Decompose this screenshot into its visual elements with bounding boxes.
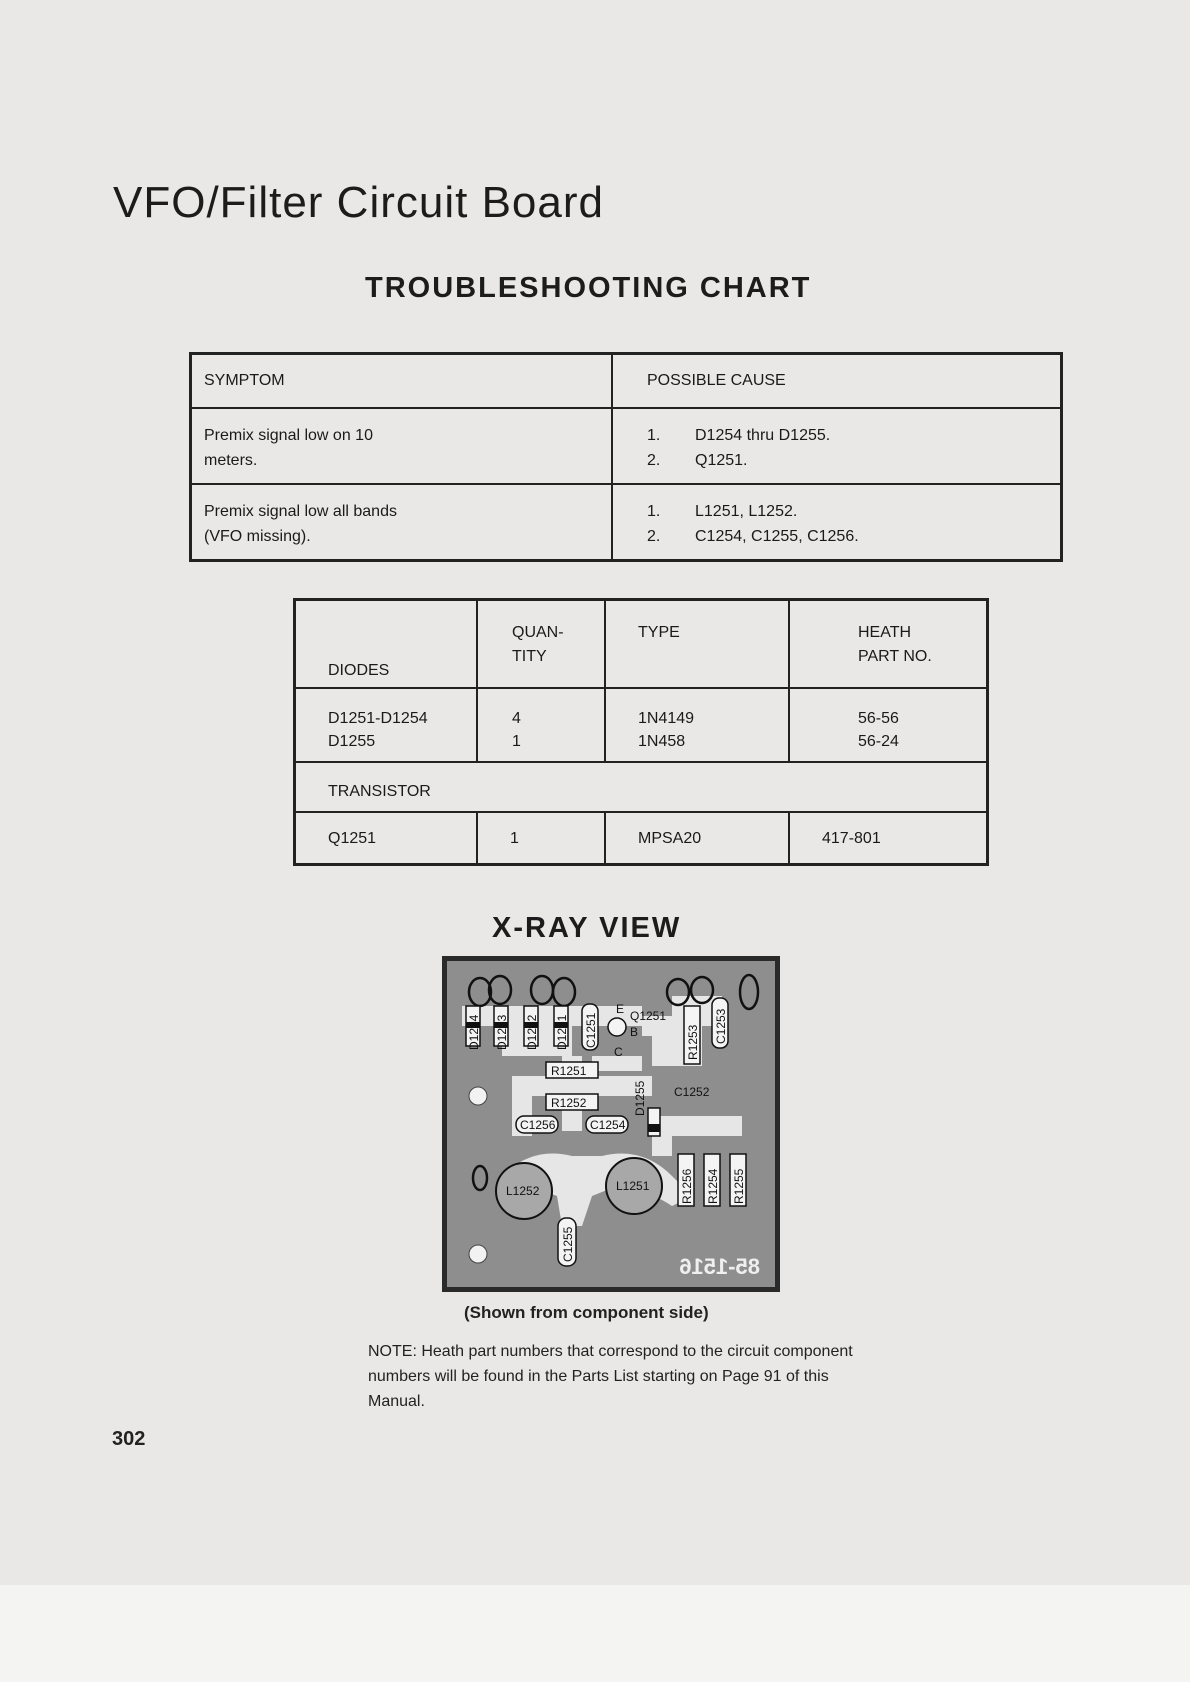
- board-label-d1255: D1255: [633, 1080, 647, 1116]
- cause-list: [625, 423, 1050, 473]
- component-id: D1255: [328, 733, 376, 750]
- header-line: PART NO.: [858, 648, 932, 665]
- xray-view-title: X-RAY VIEW: [492, 912, 682, 944]
- component-id: D1251-D1254: [328, 710, 428, 727]
- symptom-text: Premix signal low on 10: [204, 427, 373, 444]
- transistor-q1251: [608, 1018, 626, 1036]
- part-number-value: 56-24: [858, 733, 899, 750]
- board-number: 85-1516: [679, 1254, 760, 1279]
- quantity-cell: [477, 688, 605, 762]
- troubleshooting-table: [189, 352, 1063, 562]
- table-header-row: [191, 354, 1062, 409]
- type-cell: MPSA20: [605, 812, 789, 865]
- board-label-r1253: R1253: [686, 1024, 700, 1060]
- chart-title: TROUBLESHOOTING CHART: [365, 272, 812, 304]
- board-label-r1255: R1255: [732, 1168, 746, 1204]
- component-cell: [295, 688, 478, 762]
- board-label-l1252: L1252: [506, 1184, 540, 1198]
- board-label-c1255: C1255: [561, 1226, 575, 1262]
- possible-cause-header: POSSIBLE CAUSE: [612, 354, 1062, 409]
- board-label-e: E: [616, 1002, 625, 1016]
- board-label-c: C: [614, 1045, 623, 1059]
- symptom-cell: [191, 408, 613, 484]
- cause-text: D1254 thru D1255.: [695, 427, 831, 444]
- symptom-header: SYMPTOM: [191, 354, 613, 409]
- board-label-c1251: C1251: [584, 1012, 598, 1048]
- header-line: TITY: [512, 648, 547, 665]
- board-label-c1252: C1252: [674, 1085, 710, 1099]
- quantity-value: 4: [512, 710, 521, 727]
- cause-cell: [612, 484, 1062, 561]
- diode-d1255-band: [648, 1124, 660, 1132]
- board-label-r1251: R1251: [551, 1064, 587, 1078]
- symptom-text: Premix signal low all bands: [204, 503, 397, 520]
- circuit-board-xray: [442, 956, 780, 1292]
- board-label-d1253: D1253: [495, 1014, 509, 1050]
- table-row: [295, 688, 988, 762]
- cause-cell: [612, 408, 1062, 484]
- parts-table: [293, 598, 989, 866]
- symptom-cell: [191, 484, 613, 561]
- list-item: [647, 423, 1050, 448]
- header-line: QUAN-: [512, 624, 564, 641]
- component-cell: Q1251: [295, 812, 478, 865]
- board-label-c1254: C1254: [590, 1118, 626, 1132]
- board-label-d1251: D1251: [555, 1014, 569, 1050]
- type-cell: [605, 688, 789, 762]
- type-value: 1N458: [638, 733, 686, 750]
- part-number-header: [789, 600, 988, 689]
- board-label-r1256: R1256: [680, 1168, 694, 1204]
- type-header: TYPE: [605, 600, 789, 689]
- board-label-d1252: D1252: [525, 1014, 539, 1050]
- transistor-header: TRANSISTOR: [295, 762, 988, 812]
- cause-list: [625, 499, 1050, 549]
- board-label-l1251: L1251: [616, 1179, 650, 1193]
- symptom-text: meters.: [204, 452, 258, 469]
- xray-caption: (Shown from component side): [464, 1303, 709, 1322]
- table-row: [191, 484, 1062, 561]
- board-label-c1253: C1253: [714, 1008, 728, 1044]
- part-number-value: 56-56: [858, 710, 899, 727]
- item-number: 1.: [647, 427, 661, 444]
- quantity-header: [477, 600, 605, 689]
- part-number-cell: 417-801: [789, 812, 988, 865]
- header-line: HEATH: [858, 624, 912, 641]
- cause-text: Q1251.: [695, 452, 748, 469]
- quantity-cell: 1: [477, 812, 605, 865]
- list-item: [647, 524, 1050, 549]
- list-item: [647, 448, 1050, 473]
- parts-note: NOTE: Heath part numbers that correspond to the circuit component numbers will be found in the Parts List starting on Page 91 of this Manual.: [368, 1343, 853, 1410]
- part-number-cell: [789, 688, 988, 762]
- symptom-text: (VFO missing).: [204, 528, 311, 545]
- type-value: 1N4149: [638, 710, 695, 727]
- item-number: 2.: [647, 452, 661, 469]
- diodes-header: DIODES: [295, 600, 478, 689]
- item-number: 2.: [647, 528, 661, 545]
- section-row: [295, 762, 988, 812]
- board-label-q1251: Q1251: [630, 1009, 667, 1023]
- board-label-r1254: R1254: [706, 1168, 720, 1204]
- table-header-row: [295, 600, 988, 689]
- quantity-value: 1: [512, 733, 521, 750]
- cause-text: C1254, C1255, C1256.: [695, 528, 859, 545]
- board-label-b: B: [630, 1025, 639, 1039]
- table-row: [295, 812, 988, 865]
- board-label-d1254: D1254: [467, 1014, 481, 1050]
- table-row: [191, 408, 1062, 484]
- page-bottom-margin: [0, 1585, 1190, 1682]
- page-title: VFO/Filter Circuit Board: [113, 178, 604, 227]
- item-number: 1.: [647, 503, 661, 520]
- page-number: 302: [112, 1428, 146, 1450]
- board-label-r1252: R1252: [551, 1096, 587, 1110]
- list-item: [647, 499, 1050, 524]
- board-label-c1256: C1256: [520, 1118, 556, 1132]
- cause-text: L1251, L1252.: [695, 503, 798, 520]
